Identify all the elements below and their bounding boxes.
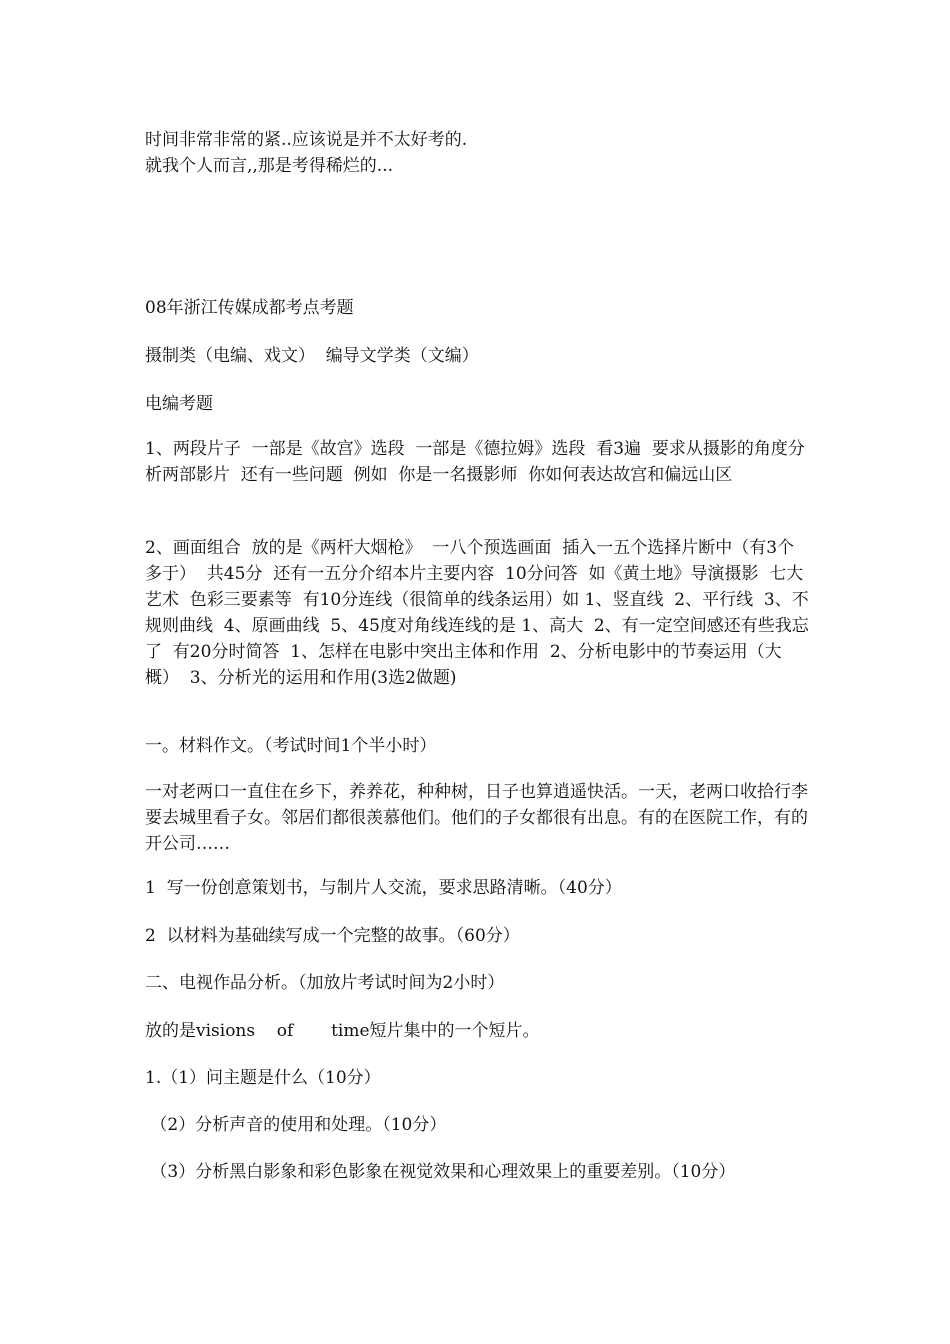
part-2-question-2: （2）分析声音的使用和处理。（10分） [145,1115,447,1135]
exam-categories: 摄制类（电编、戏文） 编导文学类（文编） [145,346,479,366]
question-2: 2、画面组合 放的是《两杆大烟枪》 一八个预选画面 插入一五个选择片断中（有3个多于） 共45分 还有一五分介绍本片主要内容 10分问答 如《黄土地》导演摄影 七大艺术 色彩三要素等 有10分连线（很简单的线条运用）如 1、竖直线 2、平行线 3、不规则曲线 4、原画曲线 5、45度对角线连线的是 1、高大 2、有一定空间感还有些我忘了 有20分时简答 1、怎样在电影中突出主体和作用 2、分析电影中的节奏运用（大概） 3、分析光的运用和作用(3选2做题) [145,538,809,688]
intro-line-1: 时间非常非常的紧..应该说是并不太好考的. [145,130,468,150]
part-2-question-1: 1.（1）问主题是什么（10分） [145,1068,381,1088]
part-1-task-1: 1 写一份创意策划书，与制片人交流，要求思路清晰。（40分） [145,878,622,898]
part-2-question-3: （3）分析黑白影象和彩色影象在视觉效果和心理效果上的重要差别。（10分） [145,1162,736,1182]
part-1-material: 一对老两口一直住在乡下，养养花，种种树，日子也算逍遥快活。一天，老两口收拾行李要去城里看子女。邻居们都很羡慕他们。他们的子女都很有出息。有的在医院工作，有的开公司…… [145,782,808,854]
part-2-title: 二、电视作品分析。（加放片考试时间为2小时） [145,973,505,993]
part-1-title: 一。材料作文。（考试时间1个半小时） [145,736,437,756]
section-title-dianbian: 电编考题 [145,394,213,414]
part-1-task-2: 2 以材料为基础续写成一个完整的故事。（60分） [145,926,520,946]
question-1: 1、两段片子 一部是《故宫》选段 一部是《德拉姆》选段 看3遍 要求从摄影的角度分析两部影片 还有一些问题 例如 你是一名摄影师 你如何表达故宫和偏远山区 [145,439,805,485]
exam-heading: 08年浙江传媒成都考点考题 [145,298,354,318]
intro-line-2: 就我个人而言,,那是考得稀烂的... [145,156,394,176]
part-2-intro: 放的是visions of time短片集中的一个短片。 [145,1021,540,1041]
